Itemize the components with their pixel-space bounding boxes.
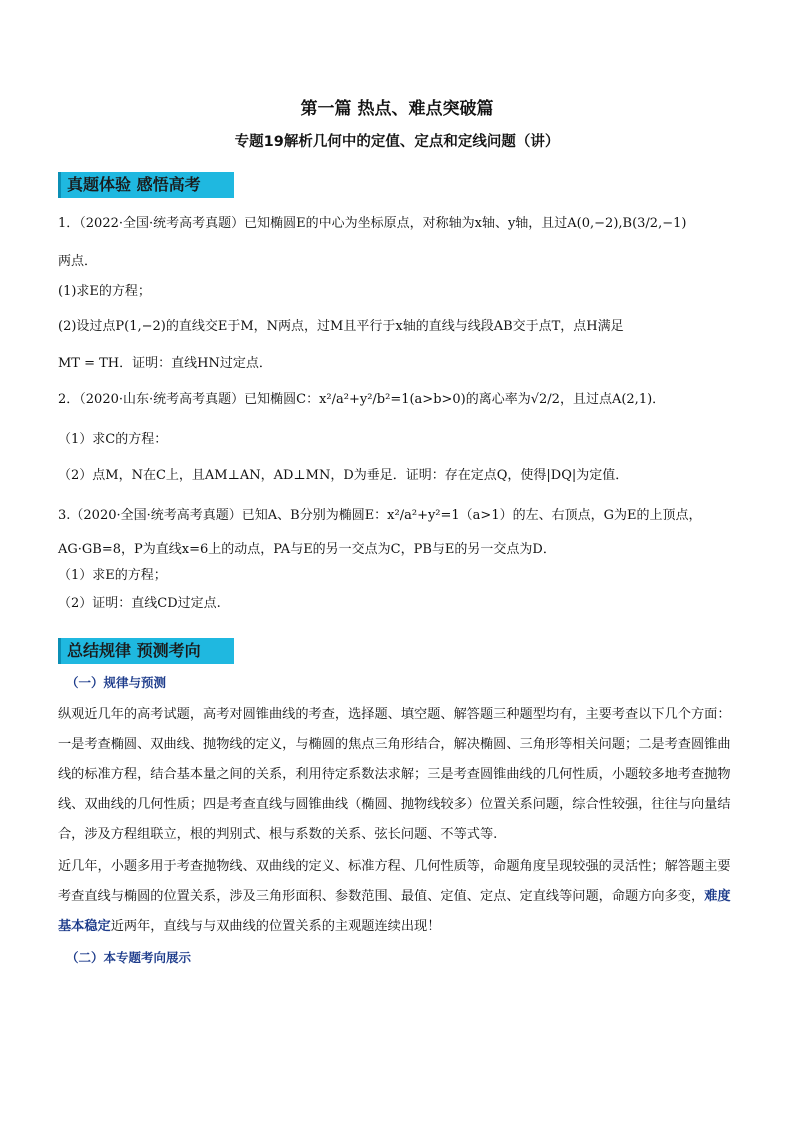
problem3-intro: 3.（2020·全国·统考高考真题）已知A、B分别为椭圆E：x²/a²+y²=1（a>1）的左、右顶点，G为E的上顶点， bbox=[58, 508, 702, 523]
section-banner-summary: 总结规律 预测考向 bbox=[58, 638, 234, 664]
rules-paragraph-2-text-c: 近两年，直线与与双曲线的位置关系的主观题连续出现！ bbox=[110, 919, 441, 934]
rules-paragraph-1: 纵观近几年的高考试题，高考对圆锥曲线的考查，选择题、填空题、解答题三种题型均有，主要考查以下几个方面：一是考查椭圆、双曲线、抛物线的定义，与椭圆的焦点三角形结合，解决椭圆、三角形等相关问题；二是考查圆锥曲线的标准方程，结合基本量之间的关系，利用待定系数法求解；三是考查圆锥曲线的几何性质，小题较多地考查抛物线、双曲线的几何性质；四是考查直线与圆锥曲线（椭圆、抛物线较多）位置关系问题，综合性较强，往往与向量结合，涉及方程组联立，根的判别式、根与系数的关系、弦长问题、不等式等. bbox=[58, 707, 731, 842]
problem1-q2a: (2)设过点P(1,−2)的直线交E于M，N两点，过M且平行于x轴的直线与线段AB交于点T，点H满足 bbox=[58, 319, 624, 334]
problem2-q1: （1）求C的方程： bbox=[58, 432, 168, 447]
section-banner-real-exam: 真题体验 感悟高考 bbox=[58, 172, 234, 198]
page-title: 第一篇 热点、难点突破篇 bbox=[300, 99, 494, 119]
rules-paragraph-2-bold: 难度基本稳定 bbox=[58, 889, 731, 934]
problem1-intro: 1．（2022·全国·统考高考真题）已知椭圆E的中心为坐标原点，对称轴为x轴、y轴，且过A(0,−2),B(3/2,−1) bbox=[58, 216, 687, 231]
problem2-q2: （2）点M，N在C上，且AM⊥AN，AD⊥MN，D为垂足．证明：存在定点Q，使得|DQ|为定值． bbox=[58, 468, 629, 483]
problem2-intro: 2．（2020·山东·统考高考真题）已知椭圆C：x²/a²+y²/b²=1(a>b>0)的离心率为√2/2，且过点A(2,1)． bbox=[58, 392, 666, 407]
problem1-q1: (1)求E的方程； bbox=[58, 284, 151, 299]
rules-heading-2: （二）本专题考向展示 bbox=[66, 950, 192, 965]
page-subtitle: 专题19解析几何中的定值、定点和定线问题（讲） bbox=[234, 134, 560, 150]
problem3-q2: （2）证明：直线CD过定点. bbox=[58, 596, 221, 611]
problem1-q2b: MT = TH．证明：直线HN过定点． bbox=[58, 356, 272, 371]
rules-paragraph-2-text-a: 近几年，小题多用于考查抛物线、双曲线的定义、标准方程、几何性质等，命题角度呈现较强的灵活性；解答题主要考查直线与椭圆的位置关系，涉及三角形面积、参数范围、最值、定值、定点、定直线等问题，命题方向多变， bbox=[58, 859, 731, 904]
problem1-intro-end: 两点． bbox=[58, 254, 98, 269]
problem3-intro2: AG·GB=8，P为直线x=6上的动点，PA与E的另一交点为C，PB与E的另一交点为D． bbox=[58, 542, 556, 557]
problem3-q1: （1）求E的方程； bbox=[58, 568, 167, 583]
rules-paragraph-2 bbox=[58, 852, 738, 942]
rules-heading: （一）规律与预测 bbox=[66, 675, 167, 690]
